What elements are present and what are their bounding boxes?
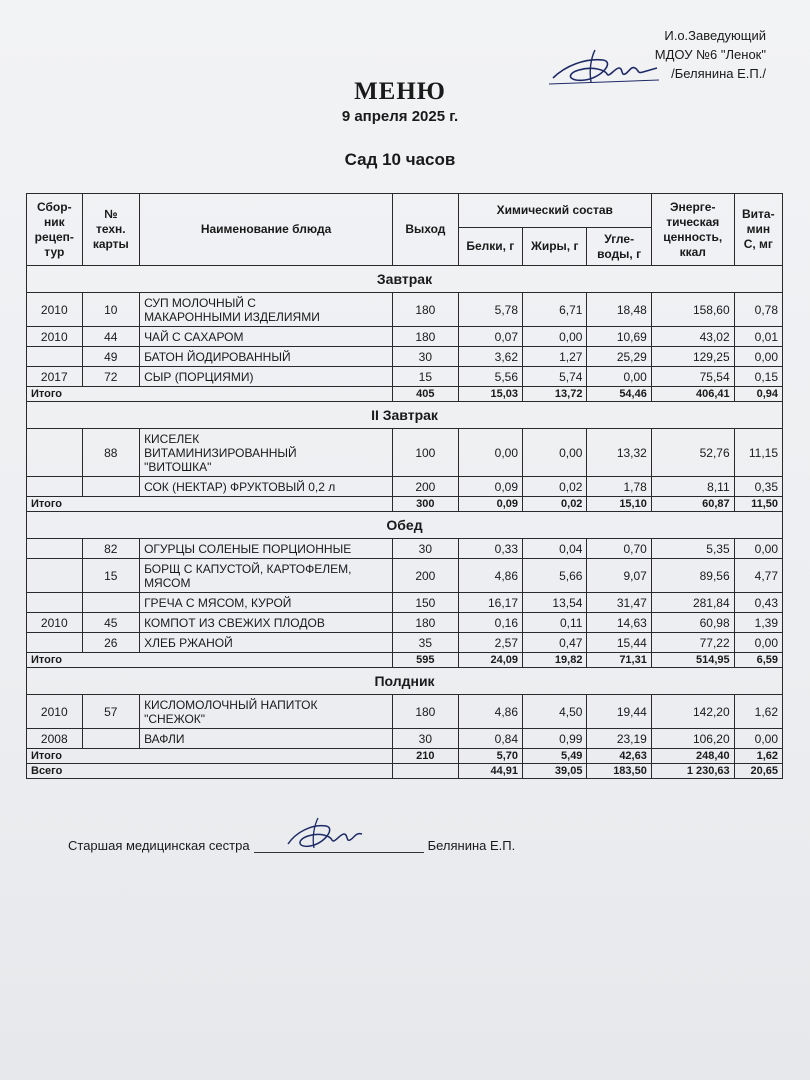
table-row [27,729,783,749]
protein-value: 4,86 [458,559,522,593]
carbs-value: 18,48 [587,293,651,327]
recipe-collection: 2010 [27,695,83,729]
protein-value: 0,16 [458,613,522,633]
tech-card-number: 88 [82,429,140,477]
dish-name: СУП МОЛОЧНЫЙ С МАКАРОННЫМИ ИЗДЕЛИЯМИ [140,293,393,327]
carbs-value: 9,07 [587,559,651,593]
tech-card-number: 57 [82,695,140,729]
tech-card-number: 72 [82,367,140,387]
section-total-row [27,749,783,764]
grand-total-label: Всего [27,764,393,779]
tech-card-number: 45 [82,613,140,633]
protein-value: 4,86 [458,695,522,729]
dish-output: 180 [393,613,459,633]
page-title: МЕНЮ [354,78,446,105]
table-row [27,613,783,633]
fat-value: 5,74 [523,367,587,387]
dish-name: ХЛЕБ РЖАНОЙ [140,633,393,653]
total-label: Итого [27,387,393,402]
section-title: Полдник [27,668,783,695]
section-title: Обед [27,512,783,539]
energy-value: 75,54 [651,367,734,387]
section-title: Завтрак [27,266,783,293]
protein-value: 0,33 [458,539,522,559]
recipe-collection [27,429,83,477]
recipe-collection [27,559,83,593]
tech-card-number: 49 [82,347,140,367]
total-fat: 13,72 [523,387,587,402]
approval-organization: МДОУ №6 "Ленок" [654,47,766,62]
fat-value: 0,02 [523,477,587,497]
table-row [27,327,783,347]
protein-value: 0,07 [458,327,522,347]
total-fat: 5,49 [523,749,587,764]
tech-card-number: 82 [82,539,140,559]
section-header [27,668,783,695]
energy-value: 106,20 [651,729,734,749]
vitamin-c-value: 0,15 [734,367,782,387]
vitamin-c-value: 1,39 [734,613,782,633]
total-protein: 5,70 [458,749,522,764]
approval-block [655,26,766,83]
nurse-signature [278,814,374,854]
dish-name: СОК (НЕКТАР) ФРУКТОВЫЙ 0,2 л [140,477,393,497]
vitamin-c-value: 1,62 [734,695,782,729]
table-row [27,633,783,653]
approval-name: /Белянина Е.П./ [671,66,766,81]
total-output: 300 [393,497,459,512]
total-output: 595 [393,653,459,668]
table-row [27,293,783,327]
footer-role: Старшая медицинская сестра [68,838,250,853]
energy-value: 43,02 [651,327,734,347]
footer-name: Белянина Е.П. [427,838,516,853]
vitamin-c-value: 0,35 [734,477,782,497]
dish-output: 35 [393,633,459,653]
table-row [27,559,783,593]
total-output: 210 [393,749,459,764]
total-label: Итого [27,497,393,512]
table-row [27,593,783,613]
total-vitamin-c: 1,62 [734,749,782,764]
energy-value: 142,20 [651,695,734,729]
carbs-value: 1,78 [587,477,651,497]
fat-value: 0,47 [523,633,587,653]
protein-value: 0,09 [458,477,522,497]
menu-table [26,193,783,779]
carbs-value: 15,44 [587,633,651,653]
tech-card-number [82,477,140,497]
total-label: Итого [27,749,393,764]
section-header [27,266,783,293]
grand-total-output [393,764,459,779]
dish-name: КОМПОТ ИЗ СВЕЖИХ ПЛОДОВ [140,613,393,633]
grand-total-fat: 39,05 [523,764,587,779]
dish-name: ВАФЛИ [140,729,393,749]
protein-value: 5,78 [458,293,522,327]
dish-name: КИСЕЛЕК ВИТАМИНИЗИРОВАННЫЙ "ВИТОШКА" [140,429,393,477]
carbs-value: 13,32 [587,429,651,477]
tech-card-number: 10 [82,293,140,327]
total-fat: 19,82 [523,653,587,668]
tech-card-number [82,593,140,613]
total-energy: 248,40 [651,749,734,764]
section-header [27,402,783,429]
vitamin-c-value: 0,00 [734,729,782,749]
grand-total-carbs: 183,50 [587,764,651,779]
carbs-value: 14,63 [587,613,651,633]
energy-value: 8,11 [651,477,734,497]
header-collection: Сбор- ник рецеп- тур [27,194,83,266]
approval-position: И.о.Заведующий [664,28,766,43]
carbs-value: 25,29 [587,347,651,367]
dish-output: 180 [393,327,459,347]
energy-value: 5,35 [651,539,734,559]
recipe-collection: 2010 [27,613,83,633]
vitamin-c-value: 11,15 [734,429,782,477]
vitamin-c-value: 0,00 [734,633,782,653]
tech-card-number: 15 [82,559,140,593]
recipe-collection [27,477,83,497]
grand-total-energy: 1 230,63 [651,764,734,779]
vitamin-c-value: 0,78 [734,293,782,327]
fat-value: 0,99 [523,729,587,749]
header-chemical: Химический состав [458,194,651,228]
dish-name: ГРЕЧА С МЯСОМ, КУРОЙ [140,593,393,613]
header-protein: Белки, г [458,228,522,266]
vitamin-c-value: 0,00 [734,539,782,559]
fat-value: 1,27 [523,347,587,367]
protein-value: 0,84 [458,729,522,749]
section-total-row [27,387,783,402]
carbs-value: 31,47 [587,593,651,613]
recipe-collection [27,347,83,367]
dish-name: БАТОН ЙОДИРОВАННЫЙ [140,347,393,367]
dish-output: 180 [393,695,459,729]
protein-value: 0,00 [458,429,522,477]
total-protein: 0,09 [458,497,522,512]
recipe-collection: 2010 [27,327,83,347]
fat-value: 0,04 [523,539,587,559]
vitamin-c-value: 0,01 [734,327,782,347]
energy-value: 60,98 [651,613,734,633]
dish-output: 15 [393,367,459,387]
recipe-collection: 2017 [27,367,83,387]
footer-signature [68,838,515,853]
dish-output: 200 [393,477,459,497]
vitamin-c-value: 0,43 [734,593,782,613]
total-output: 405 [393,387,459,402]
dish-name: СЫР (ПОРЦИЯМИ) [140,367,393,387]
fat-value: 6,71 [523,293,587,327]
carbs-value: 23,19 [587,729,651,749]
dish-name: ЧАЙ С САХАРОМ [140,327,393,347]
fat-value: 4,50 [523,695,587,729]
vitamin-c-value: 4,77 [734,559,782,593]
energy-value: 281,84 [651,593,734,613]
carbs-value: 0,70 [587,539,651,559]
energy-value: 89,56 [651,559,734,593]
total-carbs: 15,10 [587,497,651,512]
fat-value: 0,11 [523,613,587,633]
header-card: № техн. карты [82,194,140,266]
header-fat: Жиры, г [523,228,587,266]
dish-output: 150 [393,593,459,613]
fat-value: 0,00 [523,327,587,347]
dish-output: 200 [393,559,459,593]
carbs-value: 10,69 [587,327,651,347]
dish-output: 30 [393,729,459,749]
recipe-collection: 2008 [27,729,83,749]
section-header [27,512,783,539]
table-row [27,477,783,497]
fat-value: 5,66 [523,559,587,593]
header-dish-name: Наименование блюда [140,194,393,266]
menu-date: 9 апреля 2025 г. [341,108,459,125]
grand-total-row [27,764,783,779]
dish-output: 100 [393,429,459,477]
dish-name: КИСЛОМОЛОЧНЫЙ НАПИТОК "СНЕЖОК" [140,695,393,729]
total-protein: 15,03 [458,387,522,402]
energy-value: 52,76 [651,429,734,477]
dish-name: БОРЩ С КАПУСТОЙ, КАРТОФЕЛЕМ, МЯСОМ [140,559,393,593]
protein-value: 5,56 [458,367,522,387]
grand-total-protein: 44,91 [458,764,522,779]
table-row [27,695,783,729]
recipe-collection [27,593,83,613]
energy-value: 158,60 [651,293,734,327]
section-total-row [27,497,783,512]
recipe-collection: 2010 [27,293,83,327]
total-energy: 60,87 [651,497,734,512]
header-vitamin-c: Вита- мин С, мг [734,194,782,266]
energy-value: 77,22 [651,633,734,653]
table-row [27,347,783,367]
header-energy: Энерге- тическая ценность, ккал [651,194,734,266]
total-energy: 514,95 [651,653,734,668]
protein-value: 3,62 [458,347,522,367]
dish-name: ОГУРЦЫ СОЛЕНЫЕ ПОРЦИОННЫЕ [140,539,393,559]
dish-output: 30 [393,347,459,367]
fat-value: 13,54 [523,593,587,613]
vitamin-c-value: 0,00 [734,347,782,367]
tech-card-number [82,729,140,749]
total-carbs: 42,63 [587,749,651,764]
total-vitamin-c: 0,94 [734,387,782,402]
grand-total-vitamin-c: 20,65 [734,764,782,779]
total-label: Итого [27,653,393,668]
protein-value: 2,57 [458,633,522,653]
total-carbs: 71,31 [587,653,651,668]
recipe-collection [27,539,83,559]
tech-card-number: 44 [82,327,140,347]
total-energy: 406,41 [651,387,734,402]
recipe-collection [27,633,83,653]
header-output: Выход [393,194,459,266]
header-carbs: Угле- воды, г [587,228,651,266]
section-total-row [27,653,783,668]
total-protein: 24,09 [458,653,522,668]
total-vitamin-c: 11,50 [734,497,782,512]
carbs-value: 0,00 [587,367,651,387]
carbs-value: 19,44 [587,695,651,729]
fat-value: 0,00 [523,429,587,477]
table-row [27,367,783,387]
energy-value: 129,25 [651,347,734,367]
total-carbs: 54,46 [587,387,651,402]
tech-card-number: 26 [82,633,140,653]
dish-output: 30 [393,539,459,559]
dish-output: 180 [393,293,459,327]
table-row [27,429,783,477]
protein-value: 16,17 [458,593,522,613]
table-row [27,539,783,559]
total-fat: 0,02 [523,497,587,512]
group-name: Сад 10 часов [344,150,456,169]
signature-line [254,838,424,853]
total-vitamin-c: 6,59 [734,653,782,668]
section-title: II Завтрак [27,402,783,429]
